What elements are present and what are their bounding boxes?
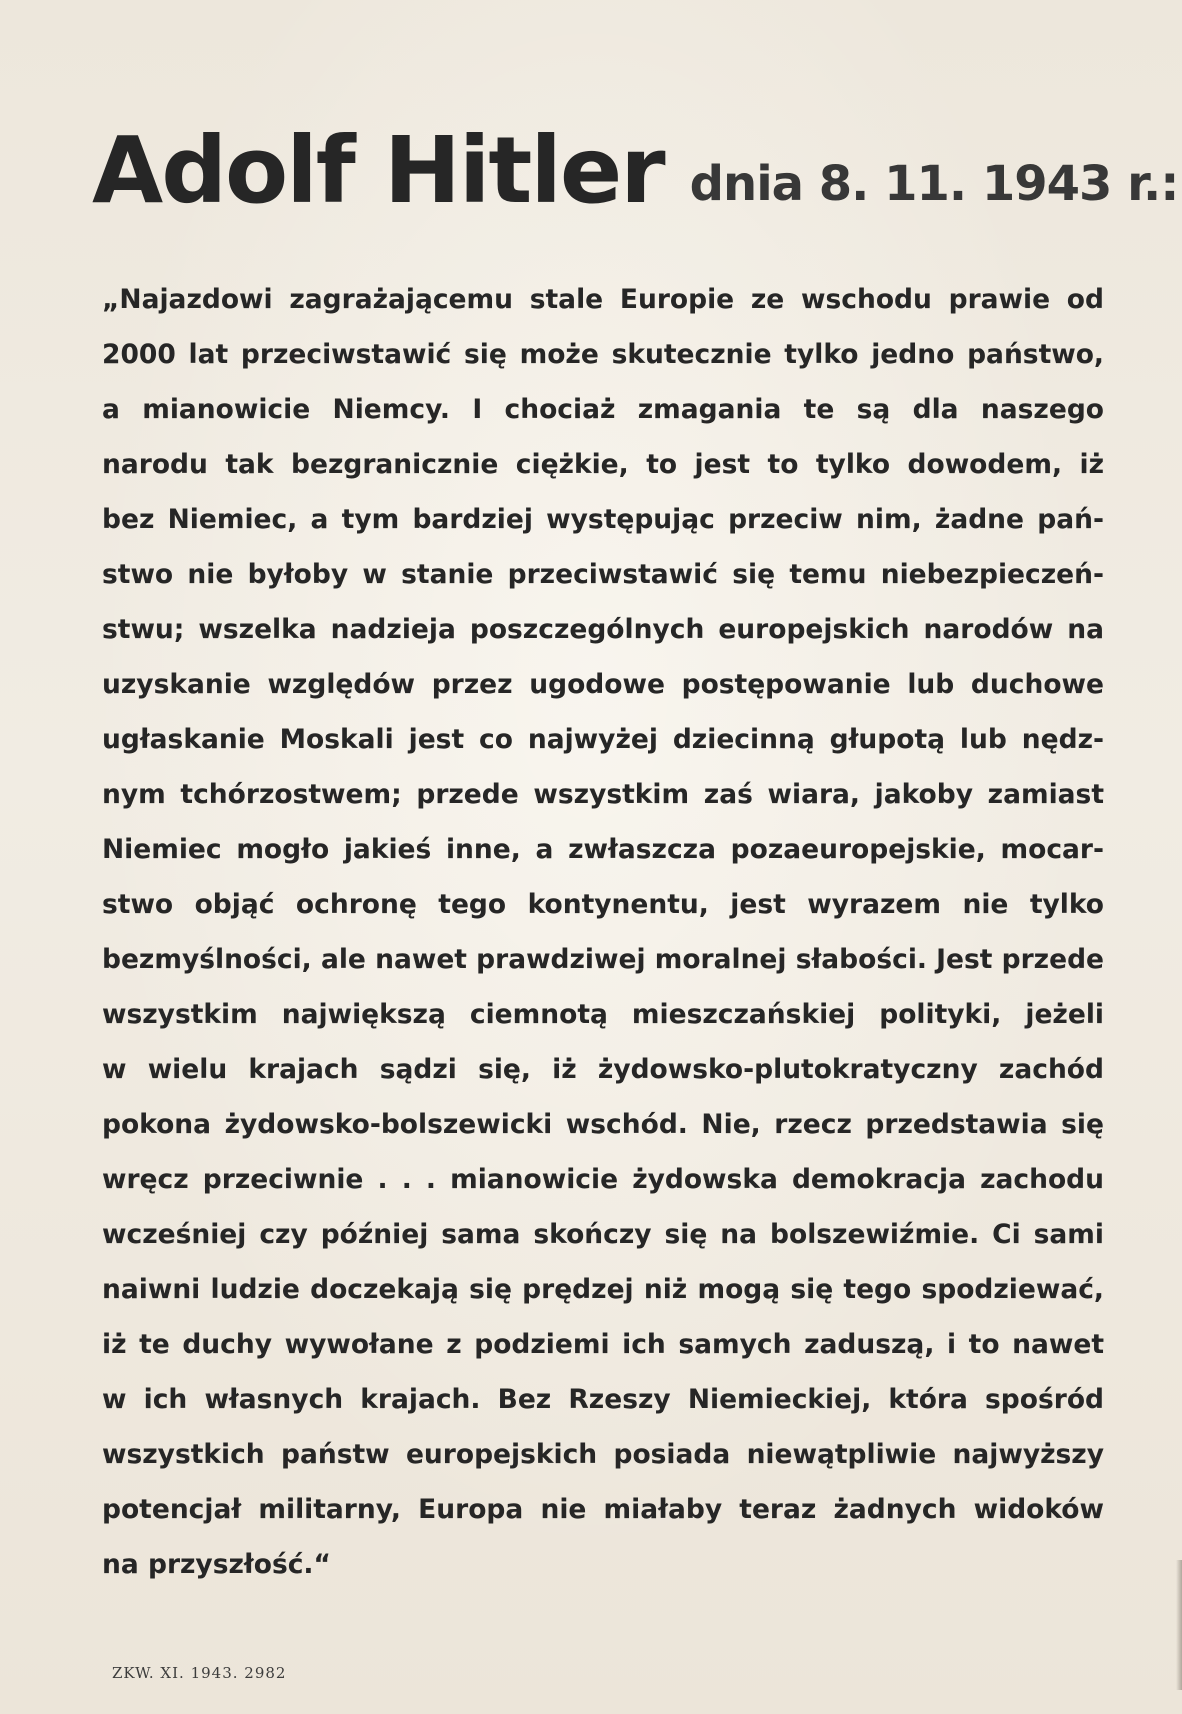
quote-line: iż te duchy wywołane z podziemi ich samych zaduszą, i to nawet [102,1329,1104,1360]
quote-line: w ich własnych krajach. Bez Rzeszy Niemieckiej, która spośród [102,1384,1104,1415]
quote-line: w wielu krajach sądzi się, iż żydowsko-plutokratyczny zachód [102,1054,1104,1085]
poster-headline [92,116,1179,226]
quote-line: wcześniej czy później sama skończy się na bolszewiźmie. Ci sami [102,1219,1104,1250]
quote-line: „Najazdowi zagrażającemu stale Europie ze wschodu prawie od [102,284,1104,315]
quote-line: 2000 lat przeciwstawić się może skutecznie tylko jedno państwo, [102,339,1104,370]
quote-line: naiwni ludzie doczekają się prędzej niż mogą się tego spodziewać, [102,1274,1104,1305]
quote-line: potencjał militarny, Europa nie miałaby teraz żadnych widoków [102,1494,1104,1525]
quote-line: uzyskanie względów przez ugodowe postępowanie lub duchowe [102,669,1104,700]
quote-line: ugłaskanie Moskali jest co najwyżej dziecinną głupotą lub nędz- [102,724,1104,755]
quote-line: bezmyślności, ale nawet prawdziwej moralnej słabości. Jest przede [102,944,1104,975]
quote-line: stwo objąć ochronę tego kontynentu, jest wyrazem nie tylko [102,889,1104,920]
headline-name: Adolf Hitler [92,117,664,224]
quote-line-final: na przyszłość.“ [102,1549,331,1580]
quote-line: narodu tak bezgranicznie ciężkie, to jest to tylko dowodem, iż [102,449,1104,480]
headline-date: dnia 8. 11. 1943 r.: [689,156,1179,212]
printer-imprint: ZKW. XI. 1943. 2982 [112,1664,287,1682]
quote-line: wręcz przeciwnie . . . mianowicie żydowska demokracja zachodu [102,1164,1104,1195]
quote-line: stwu; wszelka nadzieja poszczególnych europejskich narodów na [102,614,1104,645]
quote-line: nym tchórzostwem; przede wszystkim zaś wiara, jakoby zamiast [102,779,1104,810]
quote-line: pokona żydowsko-bolszewicki wschód. Nie, rzecz przedstawia się [102,1109,1104,1140]
quote-body [102,272,1104,1592]
quote-line: wszystkim największą ciemnotą mieszczańskiej polityki, jeżeli [102,999,1104,1030]
quote-line: bez Niemiec, a tym bardziej występując przeciw nim, żadne pań- [102,504,1104,535]
quote-line: stwo nie byłoby w stanie przeciwstawić się temu niebezpieczeń- [102,559,1104,590]
quote-line: wszystkich państw europejskich posiada niewątpliwie najwyższy [102,1439,1104,1470]
quote-line: a mianowicie Niemcy. I chociaż zmagania te są dla naszego [102,394,1104,425]
quote-line: Niemiec mogło jakieś inne, a zwłaszcza pozaeuropejskie, mocar- [102,834,1104,865]
